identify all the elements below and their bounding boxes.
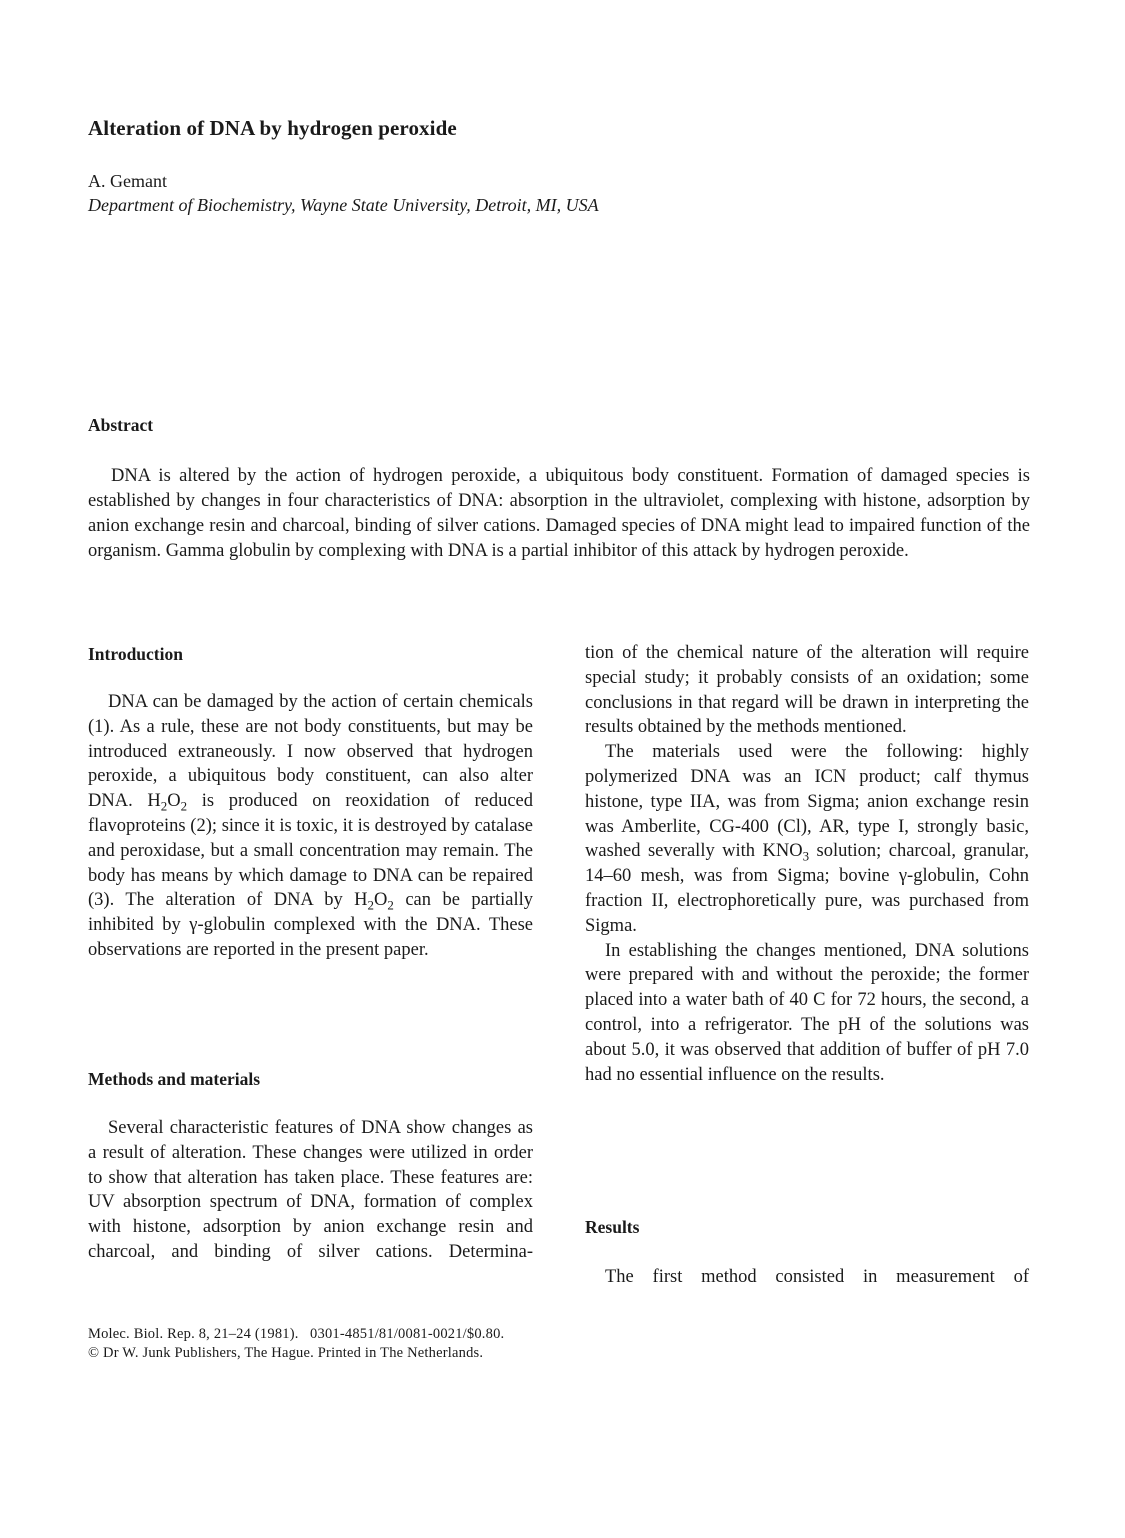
results-body xyxy=(585,1265,1029,1290)
paper-title: Alteration of DNA by hydrogen peroxide xyxy=(88,116,457,140)
abstract-heading: Abstract xyxy=(88,415,154,435)
methods-paragraph-1-continued: tion of the chemical nature of the alteration will require special study; it probably consists of an oxidation; some conclusions in that regard will be drawn in interpreting the results obtained by the methods mentioned. xyxy=(585,643,1029,738)
page-footer xyxy=(88,1325,504,1363)
abstract-text: DNA is altered by the action of hydrogen peroxide, a ubiquitous body constituent. Formation of damaged species is established by changes in four characteristics of DNA: absorption in the ultraviolet, complexing with histone, adsorption by anion exchange resin and charcoal, binding of silver cations. Damaged species of DNA might lead to impaired function of the organism. Gamma globulin by complexing with DNA is a partial inhibitor of this attack by hydrogen peroxide. xyxy=(88,466,1030,561)
copyright-line: © Dr W. Junk Publishers, The Hague. Printed in The Netherlands. xyxy=(88,1345,484,1361)
author-name: A. Gemant xyxy=(88,171,167,191)
methods-body-left xyxy=(88,1116,533,1265)
methods-paragraph-3: In establishing the changes mentioned, DNA solutions were prepared with and without the peroxide; the former placed into a water bath of 40 C for 72 hours, the second, a control, into a refrigerator. The pH of the solutions was about 5.0, it was observed that addition of buffer of pH 7.0 had no essential influence on the results. xyxy=(585,940,1029,1085)
methods-paragraph-1: Several characteristic features of DNA show changes as a result of alteration. These changes were utilized in order to show that alteration has taken place. These features are: UV absorption spectrum of DNA, formation of complex with histone, adsorption by anion exchange resin and charcoal, and binding of silver cations. Determina- xyxy=(88,1118,533,1262)
author-affiliation: Department of Biochemistry, Wayne State University, Detroit, MI, USA xyxy=(88,195,599,215)
introduction-heading: Introduction xyxy=(88,644,183,664)
abstract-body xyxy=(88,464,1030,564)
methods-body-right xyxy=(585,641,1029,1087)
methods-heading: Methods and materials xyxy=(88,1069,261,1089)
citation-line: Molec. Biol. Rep. 8, 21–24 (1981). 0301-4851/81/0081-0021/$0.80. xyxy=(88,1326,505,1342)
results-paragraph-1: The first method consisted in measurement of xyxy=(605,1267,1029,1287)
methods-paragraph-2: The materials used were the following: highly polymerized DNA was an ICN product; calf thymus histone, type IIA, was from Sigma; anion exchange resin was Amberlite, CG-400 (Cl), AR, type I, strongly basic, washed severally with $KNO_3$ solution; charcoal, granular, 14–60 mesh, was from Sigma; bovine γ-globulin, Cohn fraction II, electrophoretically pure, was purchased from Sigma. xyxy=(585,742,1029,936)
introduction-paragraph: DNA can be damaged by the action of certain chemicals (1). As a rule, these are not body constituents, but may be introduced extraneously. I now observed that hydrogen peroxide, a ubiquitous body constituent, can also alter DNA. $H_2O_2$ is produced on reoxidation of reduced flavoproteins (2); since it is toxic, it is destroyed by catalase and peroxidase, but a small concentration may remain. The body has means by which damage to DNA can be repaired (3). The alteration of DNA by $H_2O_2$ can be partially inhibited by γ-globulin complexed with the DNA. These observations are reported in the present paper. xyxy=(88,692,534,960)
introduction-body xyxy=(88,690,533,963)
results-heading: Results xyxy=(585,1217,640,1237)
